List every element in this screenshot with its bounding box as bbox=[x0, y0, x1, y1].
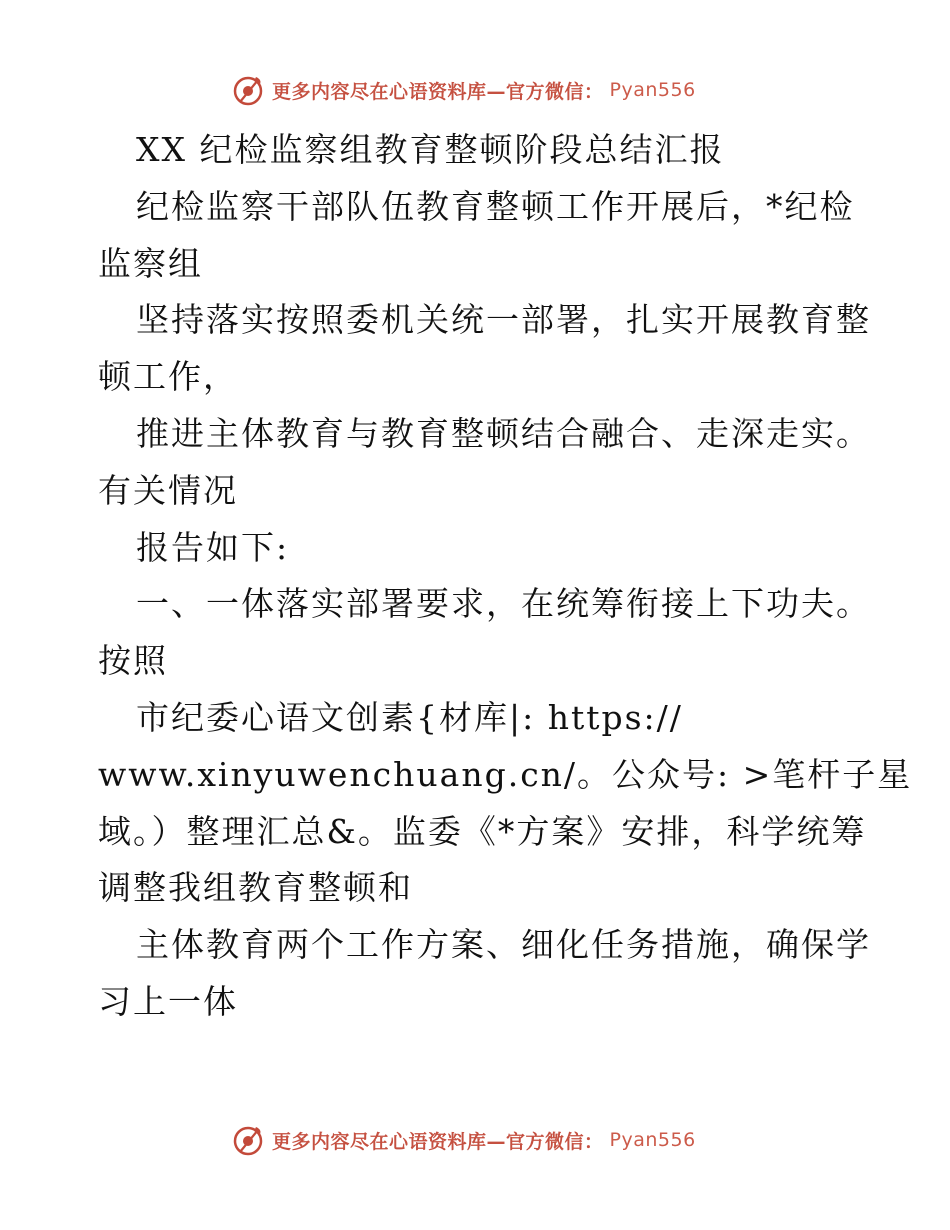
paragraph-line: 主体教育两个工作方案、细化任务措施，确保学 bbox=[136, 925, 871, 965]
paragraph-line: 调整我组教育整顿和 bbox=[98, 868, 413, 908]
paragraph-line: 纪检监察干部队伍教育整顿工作开展后，*纪检 bbox=[136, 186, 855, 226]
paragraph-line: 按照 bbox=[98, 641, 168, 681]
quill-seal-icon bbox=[230, 72, 266, 108]
watermark-text: 更多内容尽在心语资料库—官方微信： bbox=[272, 1130, 604, 1153]
quill-seal-icon bbox=[230, 1122, 266, 1158]
paragraph-line: www.xinyuwenchuang.cn/。公众号: >笔杆子星 bbox=[98, 754, 913, 794]
watermark-wechat-id: Pyan556 bbox=[609, 79, 696, 101]
section-heading-line: 一、一体落实部署要求，在统筹衔接上下功夫。 bbox=[136, 584, 871, 624]
paragraph-line: 报告如下: bbox=[136, 527, 290, 567]
watermark-footer bbox=[230, 1120, 750, 1160]
paragraph-line: 推进主体教育与教育整顿结合融合、走深走实。 bbox=[136, 413, 871, 453]
paragraph-line: 坚持落实按照委机关统一部署，扎实开展教育整 bbox=[136, 300, 871, 340]
paragraph-line: 监察组 bbox=[98, 243, 203, 283]
document-body bbox=[98, 122, 913, 1031]
paragraph-line: 市纪委心语文创素{材库|: https:// bbox=[136, 697, 683, 737]
watermark-text: 更多内容尽在心语资料库—官方微信： bbox=[272, 80, 604, 103]
watermark-header bbox=[230, 70, 750, 110]
watermark-wechat-id: Pyan556 bbox=[609, 1129, 696, 1151]
paragraph-line: 习上一体 bbox=[98, 981, 238, 1021]
paragraph-line: 有关情况 bbox=[98, 470, 238, 510]
paragraph-line: 域。）整理汇总&。监委《*方案》安排，科学统筹 bbox=[98, 811, 867, 851]
paragraph-line: 顿工作， bbox=[98, 357, 238, 397]
document-title: XX 纪检监察组教育整顿阶段总结汇报 bbox=[136, 130, 725, 169]
